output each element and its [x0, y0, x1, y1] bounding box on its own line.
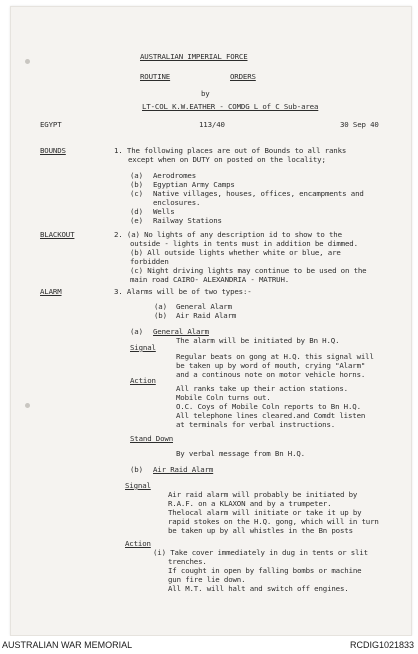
bounds-label: BOUNDS [40, 146, 66, 155]
document-title: AUSTRALIAN IMPERIAL FORCE [140, 52, 248, 61]
general-signal-line: be taken up by word of mouth, crying "Alarm" [176, 361, 366, 370]
blackout-line: 2. (a) No lights of any description id to show to the [114, 230, 342, 239]
air-raid-action-label: Action [125, 539, 151, 548]
air-raid-signal-label: Signal [125, 481, 151, 490]
general-action-line: at terminals for verbal instructions. [176, 420, 336, 429]
bounds-line: 1. The following places are out of Bounds to all ranks [114, 146, 347, 155]
air-raid-signal-line: rapid stokes on the H.Q. gong, which will in turn [168, 517, 379, 526]
bounds-item-marker: (d) [130, 207, 143, 216]
air-raid-action-line: gun fire lie down. [168, 575, 246, 584]
bounds-item: Railway Stations [153, 216, 222, 225]
issuer-line: LT-COL K.W.EATHER - COMDG L of C Sub-area [142, 102, 319, 111]
blackout-label: BLACKOUT [40, 230, 75, 239]
bounds-item: Wells [153, 207, 175, 216]
general-signal-label: Signal [130, 343, 156, 352]
general-action-line: Mobile Coln turns out. [176, 393, 271, 402]
air-raid-signal-line: be taken up by all whistles in the Bn posts [168, 526, 353, 535]
bounds-item-marker: (a) [130, 171, 143, 180]
general-signal-line: Regular beats on gong at H.Q. this signal will [176, 352, 374, 361]
bounds-item: Egyptian Army Camps [153, 180, 235, 189]
air-raid-signal-line: R.A.F. on a KLAXON and by a trumpeter. [168, 499, 332, 508]
stand-down-label: Stand Down [130, 434, 173, 443]
general-action-label: Action [130, 376, 156, 385]
punch-hole [25, 403, 30, 408]
orders-label: ORDERS [230, 72, 256, 81]
punch-hole [25, 59, 30, 64]
alarm-label: ALARM [40, 287, 62, 296]
bounds-item-marker: (c) [130, 189, 143, 198]
alarm-type: General Alarm [176, 302, 232, 311]
bounds-item-marker: (b) [130, 180, 143, 189]
blackout-line: (b) All outside lights whether white or blue, are [130, 248, 341, 257]
alarm-intro: 3. Alarms will be of two types:- [114, 287, 252, 296]
air-raid-action-line: All M.T. will halt and switch off engines. [168, 584, 349, 593]
bounds-line: except when on DUTY on posted on the locality; [128, 155, 326, 164]
general-action-line: All ranks take up their action stations. [176, 384, 348, 393]
bounds-item: enclosures. [153, 198, 201, 207]
air-raid-marker: (b) [130, 465, 143, 474]
air-raid-action-line: trenches. [168, 557, 207, 566]
viewer-footer [0, 636, 418, 654]
air-raid-action-line: If cought in open by falling bombs or machine [168, 566, 362, 575]
air-raid-action-line: (i) Take cover immediately in dug in tents or slit [153, 548, 368, 557]
blackout-line: main road CAIRO- ALEXANDRIA - MATRUH. [130, 275, 290, 284]
blackout-line: forbidden [130, 257, 169, 266]
general-alarm-marker: (a) [130, 327, 143, 336]
bounds-item: Native villages, houses, offices, encampments and [153, 189, 364, 198]
order-number: 113/40 [199, 120, 225, 129]
general-alarm-initiated: The alarm will be initiated by Bn H.Q. [176, 336, 340, 345]
bounds-item-marker: (e) [130, 216, 143, 225]
routine-label: ROUTINE [140, 72, 171, 81]
alarm-type-marker: (b) [154, 311, 167, 320]
general-action-line: O.C. Coys of Mobile Coln reports to Bn H.Q. [176, 402, 361, 411]
air-raid-signal-line: Air raid alarm will probably be initiated by [168, 490, 358, 499]
alarm-type-marker: (a) [154, 302, 167, 311]
general-signal-line: and a continous note on motor vehicle horns. [176, 370, 366, 379]
blackout-line: (c) Night driving lights may continue to be used on the [130, 266, 367, 275]
bounds-item: Aerodromes [153, 171, 196, 180]
document-page [10, 6, 412, 636]
source-label: AUSTRALIAN WAR MEMORIAL [2, 640, 133, 650]
air-raid-heading: Air Raid Alarm [153, 465, 214, 474]
alarm-type: Air Raid Alarm [176, 311, 237, 320]
stand-down-text: By verbal message from Bn H.Q. [176, 449, 305, 458]
reference-id: RCDIG1021833 [349, 640, 414, 650]
general-action-line: All telephone lines cleared.and Comdt listen [176, 411, 366, 420]
air-raid-signal-line: Thelocal alarm will initiate or take it up by [168, 508, 362, 517]
by-label: by [201, 89, 210, 98]
order-date: 30 Sep 40 [340, 120, 379, 129]
general-alarm-heading: General Alarm [153, 327, 209, 336]
blackout-line: outside - lights in tents must in addition be dimmed. [130, 239, 358, 248]
place-label: EGYPT [40, 120, 62, 129]
